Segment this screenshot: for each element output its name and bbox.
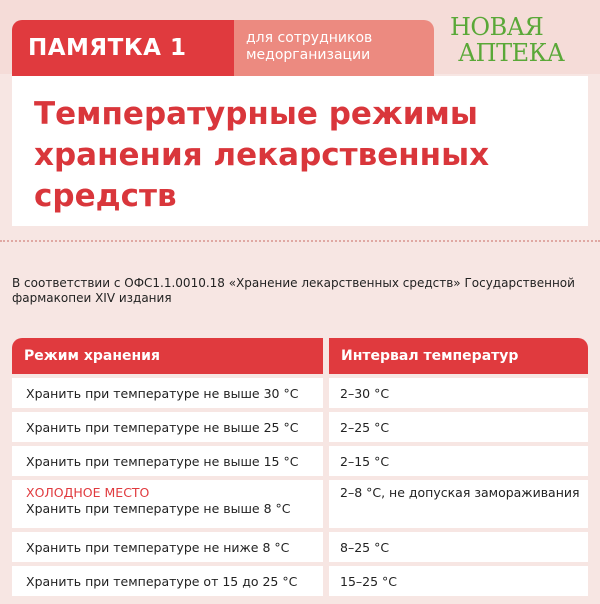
interval-cell: 2–30 °С bbox=[329, 378, 588, 408]
title-line-2: хранения лекарственных bbox=[34, 137, 490, 173]
mode-text: Хранить при температуре не выше 8 °С bbox=[26, 501, 291, 516]
temperature-interval-column bbox=[329, 338, 588, 596]
mode-cell: Хранить при температуре не выше 30 °С bbox=[12, 378, 323, 408]
cold-place-label: ХОЛОДНОЕ МЕСТО bbox=[26, 485, 150, 500]
interval-cell: 2–25 °С bbox=[329, 412, 588, 442]
column-header-interval: Интервал температур bbox=[329, 338, 588, 374]
interval-cell: 15–25 °С bbox=[329, 566, 588, 596]
title-box bbox=[12, 76, 588, 226]
column-header-mode: Режим хранения bbox=[12, 338, 323, 374]
intro-text: В соответствии с ОФС1.1.0010.18 «Хранение лекарственных средств» Государственной фармакопеи XIV издания bbox=[12, 276, 575, 305]
mode-cell: Хранить при температуре не ниже 8 °С bbox=[12, 532, 323, 562]
mode-cell-cold bbox=[12, 480, 323, 528]
memo-badge: ПАМЯТКА 1 bbox=[12, 20, 234, 76]
mode-cell: Хранить при температуре не выше 15 °С bbox=[12, 446, 323, 476]
mode-cell: Хранить при температуре не выше 25 °С bbox=[12, 412, 323, 442]
page-title bbox=[34, 94, 588, 217]
interval-cell: 2–15 °С bbox=[329, 446, 588, 476]
logo-line-1: НОВАЯ bbox=[450, 13, 544, 41]
title-line-1: Температурные режимы bbox=[34, 96, 478, 132]
audience-line-1: для сотрудников bbox=[246, 30, 373, 46]
audience-badge bbox=[234, 20, 434, 76]
interval-cell: 8–25 °С bbox=[329, 532, 588, 562]
audience-line-2: медорганизации bbox=[246, 47, 371, 63]
interval-cell: 2–8 °С, не допуская замораживания bbox=[329, 480, 588, 528]
storage-mode-column bbox=[12, 338, 323, 596]
dotted-divider bbox=[0, 240, 600, 242]
brand-logo bbox=[450, 14, 590, 66]
title-line-3: средств bbox=[34, 178, 177, 214]
logo-line-2: АПТЕКА bbox=[458, 39, 565, 67]
mode-cell: Хранить при температуре от 15 до 25 °С bbox=[12, 566, 323, 596]
